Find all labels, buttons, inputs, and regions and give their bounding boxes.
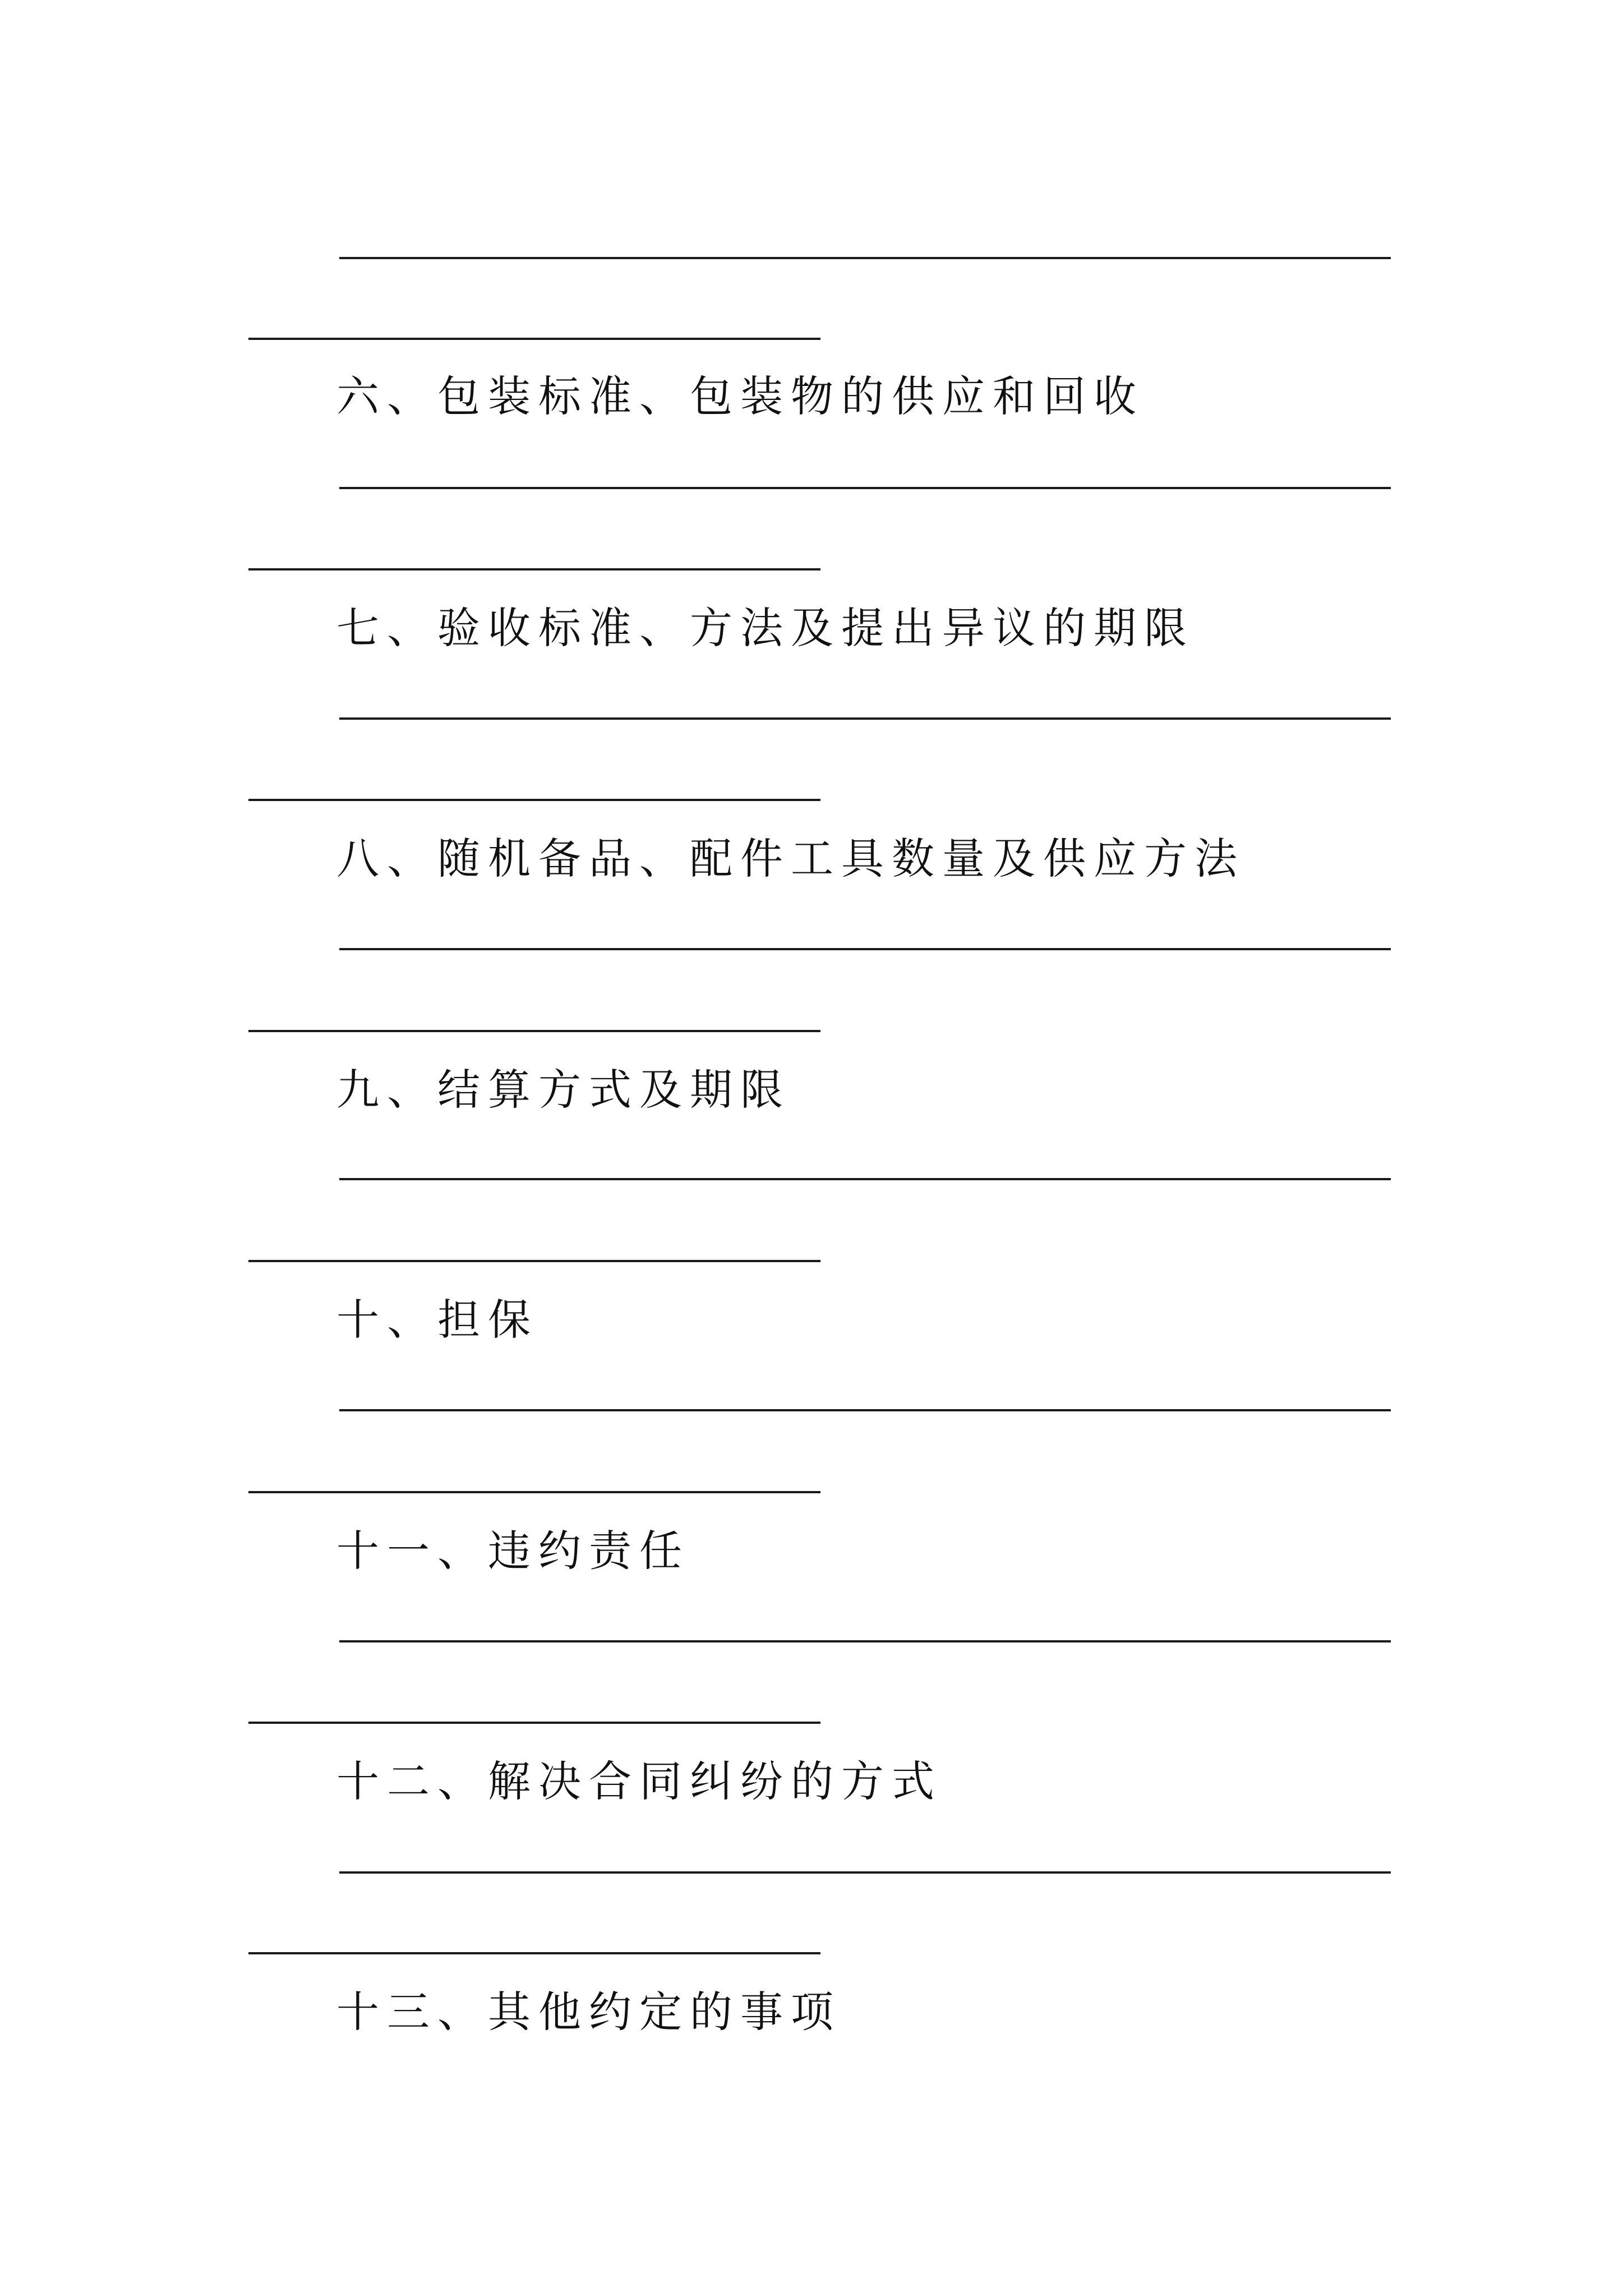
section-heading-8: 八、随机备品、配件工具数量及供应方法 — [336, 834, 1245, 884]
blank-line-short-11 — [248, 1722, 820, 1724]
blank-line-short-12 — [248, 1952, 820, 1954]
section-heading-9: 九、结算方式及期限 — [336, 1065, 791, 1115]
blank-line-long-8 — [339, 948, 1391, 950]
blank-line-short-5 — [248, 338, 820, 340]
blank-line-short-9 — [248, 1260, 820, 1262]
section-heading-11: 十一、违约责任 — [336, 1526, 690, 1576]
blank-line-long-9 — [339, 1178, 1391, 1180]
section-heading-10: 十、担保 — [336, 1295, 538, 1345]
blank-line-long-11 — [339, 1640, 1391, 1642]
blank-line-long-5 — [339, 257, 1391, 259]
section-heading-13: 十三、其他约定的事项 — [336, 1987, 841, 2037]
section-heading-6: 六、包装标准、包装物的供应和回收 — [336, 371, 1144, 421]
blank-line-short-10 — [248, 1491, 820, 1493]
section-heading-7: 七、验收标准、方法及提出异议的期限 — [336, 603, 1195, 653]
blank-line-long-6 — [339, 487, 1391, 489]
blank-line-long-10 — [339, 1409, 1391, 1411]
blank-line-short-6 — [248, 568, 820, 570]
blank-line-short-7 — [248, 799, 820, 801]
section-heading-12: 十二、解决合同纠纷的方式 — [336, 1756, 942, 1806]
blank-line-long-7 — [339, 717, 1391, 720]
blank-line-short-8 — [248, 1030, 820, 1032]
blank-line-long-12 — [339, 1871, 1391, 1874]
